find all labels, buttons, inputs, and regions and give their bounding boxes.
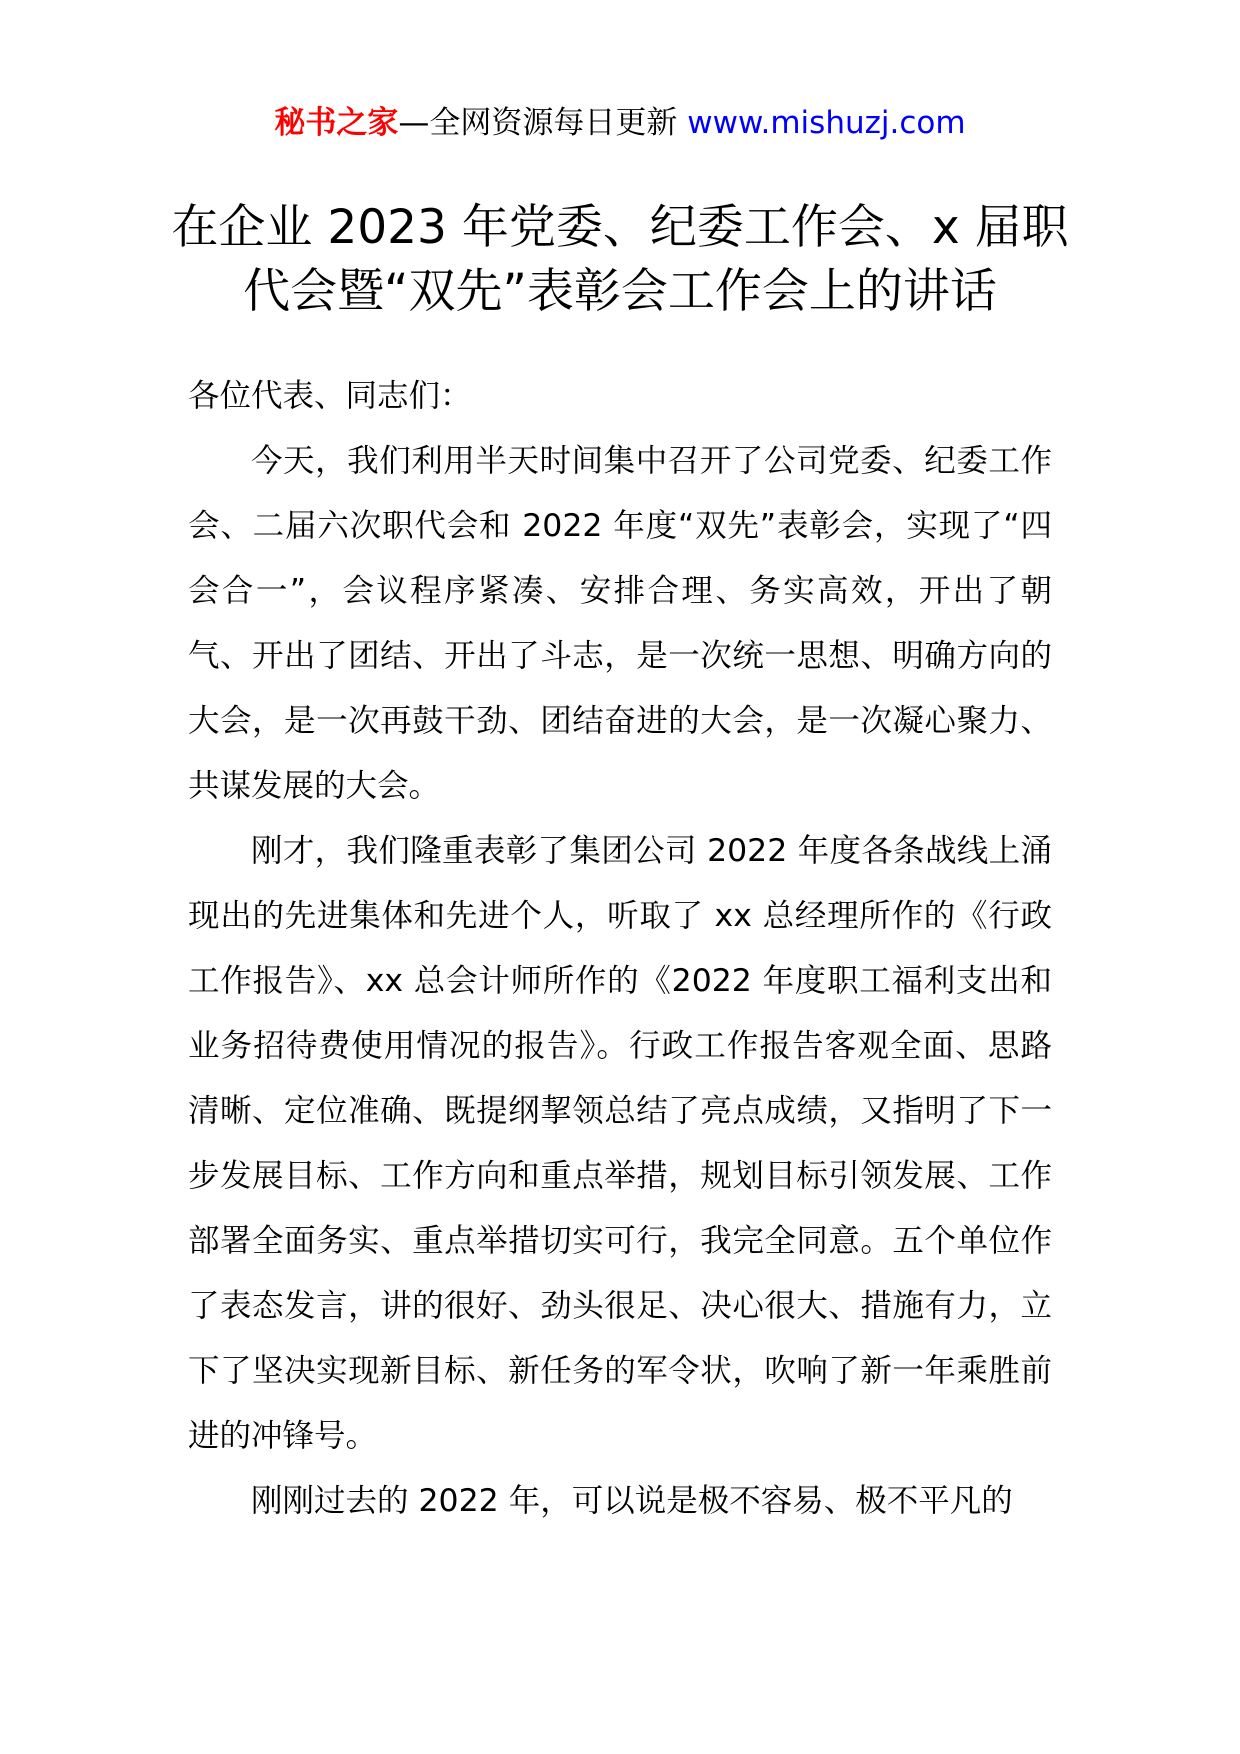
paragraph-3: 刚刚过去的 2022 年，可以说是极不容易、极不平凡的 [251, 1483, 1013, 1519]
site-url-link[interactable]: www.mishuzj.com [687, 105, 966, 141]
title-line-1: 在企业 2023 年党委、纪委工作会、x 届职 [171, 200, 1069, 255]
paragraph-1: 今天，我们利用半天时间集中召开了公司党委、纪委工作会、二届六次职代会和 2022 年度“双先”表彰会，实现了“四会合一”，会议程序紧凑、安排合理、务实高效，开出了朝气、开出了团结、开出了斗志，是一次统一思想、明确方向的大会，是一次再鼓干劲、团结奋进的大会，是一次凝心聚力、共谋发展的大会。 [188, 443, 1052, 804]
title-line-2: 代会暨“双先”表彰会工作会上的讲话 [243, 264, 997, 319]
site-header [0, 100, 1240, 146]
paragraph-2: 刚才，我们隆重表彰了集团公司 2022 年度各条战线上涌现出的先进集体和先进个人，听取了 xx 总经理所作的《行政工作报告》、xx 总会计师所作的《2022 年度职工福利支出和业务招待费使用情况的报告》。行政工作报告客观全面、思路清晰、定位准确、既提纲挈领总结了亮点成绩，又指明了下一步发展目标、工作方向和重点举措，规划目标引领发展、工作部署全面务实、重点举措切实可行，我完全同意。五个单位作了表态发言，讲的很好、劲头很足、决心很大、措施有力，立下了坚决实现新目标、新任务的军令状，吹响了新一年乘胜前进的冲锋号。 [188, 833, 1052, 1454]
header-tagline: —全网资源每日更新 [398, 105, 688, 141]
brand-name: 秘书之家 [274, 105, 399, 141]
document-title [150, 196, 1090, 324]
salutation: 各位代表、同志们： [188, 378, 472, 414]
document-body [188, 364, 1052, 1534]
